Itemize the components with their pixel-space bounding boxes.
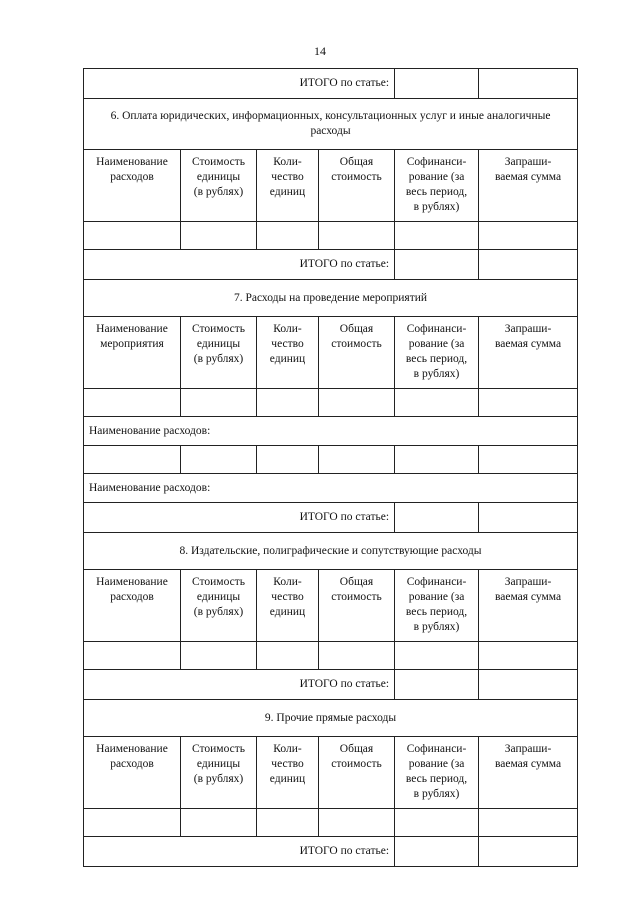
total-cell[interactable] xyxy=(479,837,578,867)
empty-cell[interactable] xyxy=(319,446,395,474)
empty-cell[interactable] xyxy=(319,809,395,837)
col-header-unit-cost: Стоимость единицы (в рублях) xyxy=(181,570,257,642)
col-header-cofinancing: Софинанси- рование (за весь период, в рублях) xyxy=(395,150,479,222)
total-cell[interactable] xyxy=(395,503,479,533)
empty-cell[interactable] xyxy=(319,642,395,670)
table-row xyxy=(84,222,578,250)
total-row xyxy=(84,503,578,533)
col-header-unit-cost: Стоимость единицы (в рублях) xyxy=(181,150,257,222)
col-header-total-cost: Общая стоимость xyxy=(319,737,395,809)
col-header-name: Наименование расходов xyxy=(84,150,181,222)
empty-cell[interactable] xyxy=(395,446,479,474)
col-header-cofinancing: Софинанси- рование (за весь период, в рублях) xyxy=(395,570,479,642)
col-header-requested: Запраши- ваемая сумма xyxy=(479,570,578,642)
col-header-total-cost: Общая стоимость xyxy=(319,570,395,642)
table-row xyxy=(84,389,578,417)
empty-cell[interactable] xyxy=(395,642,479,670)
empty-cell[interactable] xyxy=(84,446,181,474)
total-cell[interactable] xyxy=(395,69,479,99)
empty-cell[interactable] xyxy=(319,222,395,250)
total-label: ИТОГО по статье: xyxy=(84,69,395,99)
section-9-title: 9. Прочие прямые расходы xyxy=(84,700,578,737)
total-cell[interactable] xyxy=(479,69,578,99)
empty-cell[interactable] xyxy=(181,222,257,250)
total-cell[interactable] xyxy=(479,250,578,280)
total-row xyxy=(84,250,578,280)
table-row xyxy=(84,642,578,670)
empty-cell[interactable] xyxy=(257,446,319,474)
total-cell[interactable] xyxy=(395,670,479,700)
page-number: 14 xyxy=(314,44,326,58)
empty-cell[interactable] xyxy=(257,809,319,837)
header-row xyxy=(84,737,578,809)
total-cell[interactable] xyxy=(395,250,479,280)
subheading-row xyxy=(84,474,578,503)
empty-cell[interactable] xyxy=(479,389,578,417)
section-title-row xyxy=(84,700,578,737)
header-row xyxy=(84,570,578,642)
table-row xyxy=(84,446,578,474)
empty-cell[interactable] xyxy=(395,809,479,837)
col-header-quantity: Коли- чество единиц xyxy=(257,737,319,809)
budget-table xyxy=(83,68,578,867)
col-header-total-cost: Общая стоимость xyxy=(319,317,395,389)
total-row xyxy=(84,670,578,700)
total-label: ИТОГО по статье: xyxy=(84,670,395,700)
empty-cell[interactable] xyxy=(181,446,257,474)
table-row xyxy=(84,809,578,837)
col-header-requested: Запраши- ваемая сумма xyxy=(479,317,578,389)
empty-cell[interactable] xyxy=(84,389,181,417)
col-header-total-cost: Общая стоимость xyxy=(319,150,395,222)
empty-cell[interactable] xyxy=(479,642,578,670)
total-label: ИТОГО по статье: xyxy=(84,503,395,533)
section-title-row xyxy=(84,99,578,150)
subheading-row xyxy=(84,417,578,446)
col-header-name: Наименование расходов xyxy=(84,737,181,809)
col-header-cofinancing: Софинанси- рование (за весь период, в рублях) xyxy=(395,737,479,809)
total-row xyxy=(84,837,578,867)
empty-cell[interactable] xyxy=(181,642,257,670)
total-row xyxy=(84,69,578,99)
empty-cell[interactable] xyxy=(257,642,319,670)
empty-cell[interactable] xyxy=(84,809,181,837)
empty-cell[interactable] xyxy=(257,222,319,250)
empty-cell[interactable] xyxy=(395,389,479,417)
empty-cell[interactable] xyxy=(181,389,257,417)
section-6-title: 6. Оплата юридических, информационных, консультационных услуг и иные аналогичные расходы xyxy=(84,99,578,150)
empty-cell[interactable] xyxy=(257,389,319,417)
col-header-quantity: Коли- чество единиц xyxy=(257,317,319,389)
section-title-row xyxy=(84,533,578,570)
col-header-unit-cost: Стоимость единицы (в рублях) xyxy=(181,737,257,809)
header-row xyxy=(84,317,578,389)
col-header-unit-cost: Стоимость единицы (в рублях) xyxy=(181,317,257,389)
expenses-name-label: Наименование расходов: xyxy=(84,417,578,446)
expenses-name-label: Наименование расходов: xyxy=(84,474,578,503)
header-row xyxy=(84,150,578,222)
col-header-quantity: Коли- чество единиц xyxy=(257,150,319,222)
total-cell[interactable] xyxy=(479,503,578,533)
empty-cell[interactable] xyxy=(181,809,257,837)
empty-cell[interactable] xyxy=(479,809,578,837)
total-label: ИТОГО по статье: xyxy=(84,837,395,867)
section-8-title: 8. Издательские, полиграфические и сопутствующие расходы xyxy=(84,533,578,570)
total-cell[interactable] xyxy=(395,837,479,867)
col-header-requested: Запраши- ваемая сумма xyxy=(479,150,578,222)
total-cell[interactable] xyxy=(479,670,578,700)
empty-cell[interactable] xyxy=(479,446,578,474)
col-header-quantity: Коли- чество единиц xyxy=(257,570,319,642)
empty-cell[interactable] xyxy=(319,389,395,417)
empty-cell[interactable] xyxy=(395,222,479,250)
col-header-name: Наименование мероприятия xyxy=(84,317,181,389)
section-title-row xyxy=(84,280,578,317)
section-7-title: 7. Расходы на проведение мероприятий xyxy=(84,280,578,317)
col-header-name: Наименование расходов xyxy=(84,570,181,642)
col-header-requested: Запраши- ваемая сумма xyxy=(479,737,578,809)
total-label: ИТОГО по статье: xyxy=(84,250,395,280)
empty-cell[interactable] xyxy=(479,222,578,250)
empty-cell[interactable] xyxy=(84,642,181,670)
empty-cell[interactable] xyxy=(84,222,181,250)
col-header-cofinancing: Софинанси- рование (за весь период, в рублях) xyxy=(395,317,479,389)
